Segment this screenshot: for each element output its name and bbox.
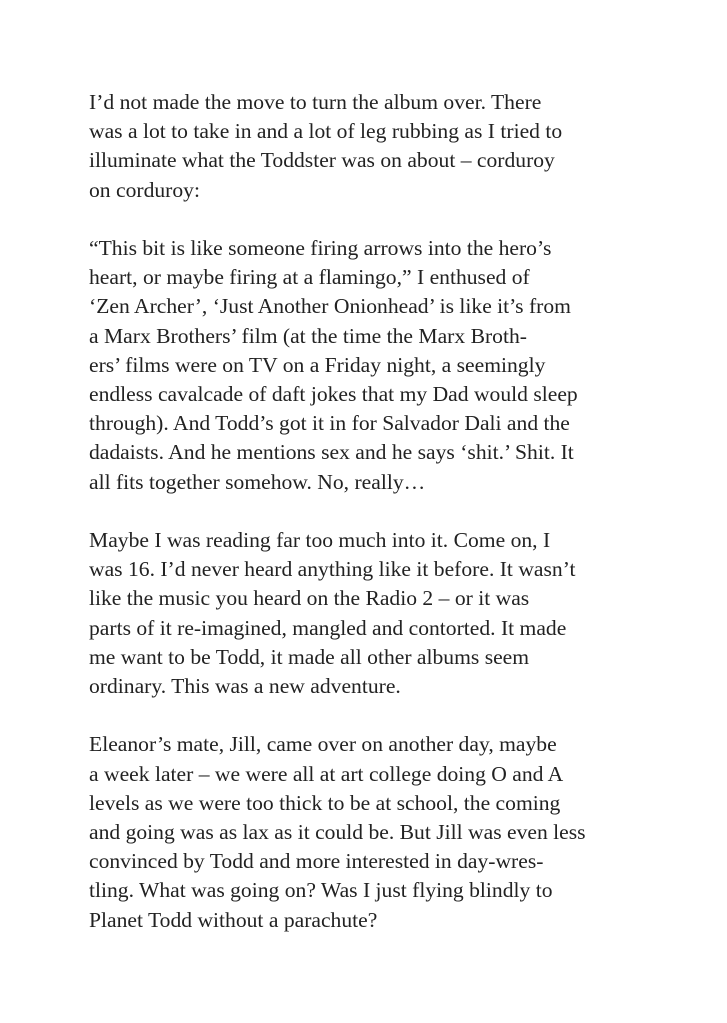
text-line: was a lot to take in and a lot of leg rubbing as I tried to [89, 119, 563, 144]
paragraph-4 [89, 730, 649, 934]
text-line: convinced by Todd and more interested in day-wres- [89, 849, 544, 874]
text-line: “This bit is like someone firing arrows into the hero’s [89, 236, 552, 260]
text-line: a Marx Brothers’ film (at the time the Marx Broth- [89, 323, 527, 348]
text-line: I’d not made the move to turn the album over. There [89, 90, 542, 114]
text-line: ers’ films were on TV on a Friday night, a seemingly [89, 352, 546, 377]
text-line: a week later – we were all at art college doing O and A [89, 761, 564, 786]
text-line: heart, or maybe firing at a flamingo,” I enthused of [89, 265, 530, 290]
text-line: Eleanor’s mate, Jill, came over on another day, maybe [89, 732, 557, 757]
text-line: me want to be Todd, it made all other albums seem [89, 644, 530, 669]
text-line: tling. What was going on? Was I just flying blindly to [89, 878, 553, 903]
text-line: dadaists. And he mentions sex and he says ‘shit.’ Shit. It [89, 440, 574, 465]
text-line: was 16. I’d never heard anything like it before. It wasn’t [89, 557, 576, 582]
text-line: through). And Todd’s got it in for Salvador Dali and the [89, 411, 570, 436]
text-line: parts of it re-imagined, mangled and contorted. It made [89, 615, 567, 640]
paragraph-3 [89, 526, 649, 701]
text-line: endless cavalcade of daft jokes that my Dad would sleep [89, 382, 578, 407]
text-line: ‘Zen Archer’, ‘Just Another Onionhead’ is like it’s from [89, 294, 571, 319]
text-line: like the music you heard on the Radio 2 – or it was [89, 586, 530, 611]
text-line: all fits together somehow. No, really… [89, 469, 426, 494]
text-line: Planet Todd without a parachute? [89, 907, 378, 932]
text-line: on corduroy: [89, 177, 200, 202]
text-line: ordinary. This was a new adventure. [89, 674, 401, 699]
text-line: and going was as lax as it could be. But Jill was even less [89, 820, 586, 845]
paragraph-1 [89, 88, 649, 205]
text-line: levels as we were too thick to be at school, the coming [89, 790, 561, 815]
text-line: illuminate what the Toddster was on about – corduroy [89, 148, 555, 173]
text-line: Maybe I was reading far too much into it. Come on, I [89, 528, 551, 553]
document-page [89, 88, 649, 964]
paragraph-2 [89, 234, 649, 497]
